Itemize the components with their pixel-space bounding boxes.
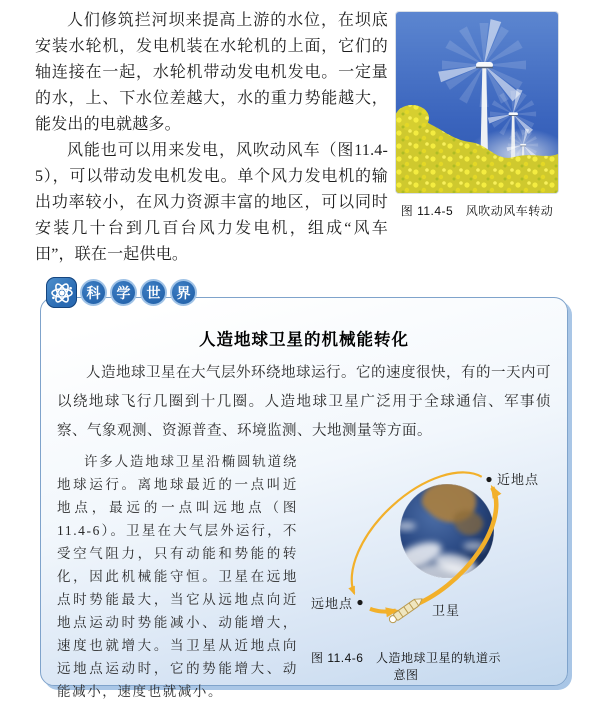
science-world-badge (46, 277, 197, 308)
apogee-dot (357, 600, 362, 605)
figure-orbit-caption: 图 11.4-6 人造地球卫星的轨道示意图 (311, 651, 501, 682)
orbit-diagram (306, 452, 551, 642)
main-text-block (35, 8, 388, 268)
wind-turbines-photo (396, 12, 558, 193)
apogee-label: 远地点 (311, 596, 354, 611)
science-world-box (40, 297, 568, 699)
satellite-paragraph-1: 人造地球卫星在大气层外环绕地球运行。它的速度很快，有的一天内可以绕地球飞行几圈到十几圈。人造地球卫星广泛用于全球通信、军事侦察、气象观测、资源普查、环境监测、大地测量等方面。 (57, 365, 551, 439)
badge-char: 界 (170, 279, 197, 306)
paragraph-wind-power: 风能也可以用来发电，风吹动风车（图11.4-5），可以带动发电机发电。单个风力发电机的输出功率较小，在风力资源丰富的地区，可以同时安装几十台到几百台风力发电机，组成“风车田”，联在一起供电。 (35, 142, 388, 263)
satellite-label: 卫星 (432, 603, 461, 618)
figure-satellite-orbit (306, 452, 551, 683)
satellite-paragraph-2: 许多人造地球卫星沿椭圆轨道绕地球运行。离地球最近的一点叫近地点，最远的一点叫远地点（图11.4-6）。卫星在大气层外运行，不受空气阻力，只有动能和势能的转化，因此机械能守恒。卫星在远地点时势能最大，当它从远地点向近地点运动时势能减小、动能增大，速度也就增大。当卫星从近地点向远地点运动时，它的势能增大、动能减小，速度也就减小。 (57, 454, 298, 699)
figure-wind-caption: 图 11.4-5 风吹动风车转动 (400, 204, 554, 218)
paragraph-hydro-power: 人们修筑拦河坝来提高上游的水位，在坝底安装水轮机，发电机装在水轮机的上面，它们的轴连接在一起，水轮机带动发电机发电。一定量的水，上、下水位差越大，水的重力势能越大，能发出的电就越多。 (35, 12, 388, 133)
wind-photo-illustration (396, 12, 558, 193)
perigee-label: 近地点 (497, 472, 540, 487)
atom-icon (46, 277, 77, 308)
earth-image (391, 481, 494, 585)
figure-wind-turbines (396, 12, 558, 219)
badge-char: 科 (80, 279, 107, 306)
badge-char: 世 (140, 279, 167, 306)
perigee-dot (486, 477, 491, 482)
science-world-title: 人造地球卫星的机械能转化 (199, 331, 409, 349)
badge-char: 学 (110, 279, 137, 306)
